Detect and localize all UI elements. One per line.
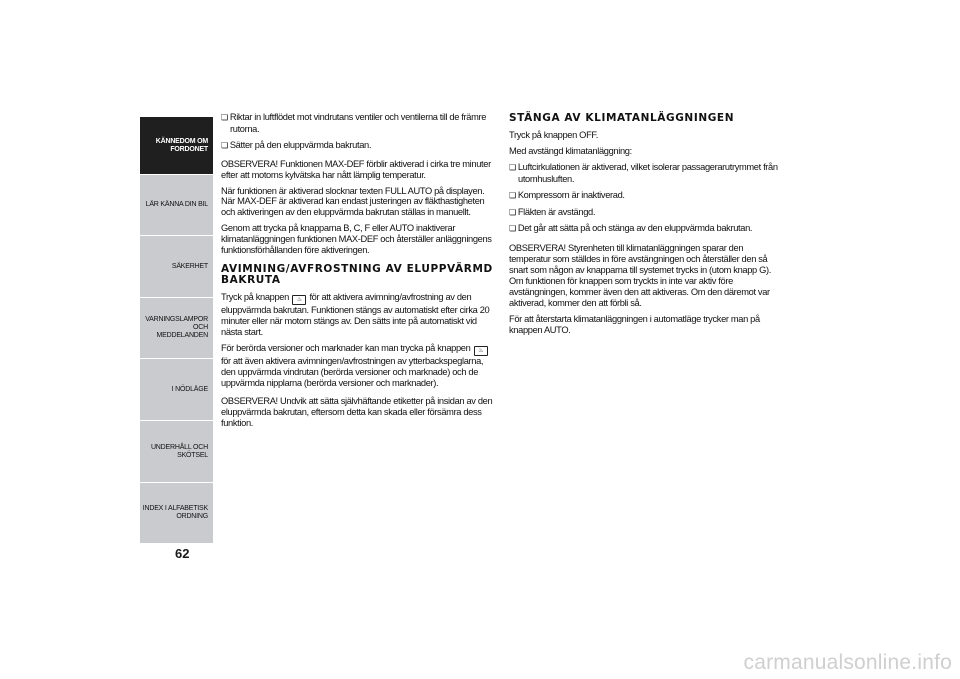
paragraph-text: för att även aktivera avimningen/avfrostningen av ytterbackspeglarna, den uppvärmda vindrutan (berörda versioner och marknade) och de uppvärmda nipplarna (berörda versioner och marknader).: [221, 355, 484, 388]
paragraph-max-def-display: När funktionen är aktiverad slocknar texten FULL AUTO på displayen. När MAX-DEF är aktiverad kan endast justeringen av fläkthastigheten och aktiveringen av den eluppvärmda bakrutan ställas in manuellt.: [221, 185, 485, 218]
right-column: [509, 112, 784, 341]
tab-underhall-och-skotsel[interactable]: UNDERHÅLL OCH SKÖTSEL: [140, 421, 213, 483]
paragraph-defrost-versions: [221, 343, 496, 389]
paragraph-restart-auto: För att återstarta klimatanläggningen i automatläge trycker man på knappen AUTO.: [509, 313, 760, 335]
list-item: ❏ Kompressorn är inaktiverad.: [509, 190, 784, 202]
list-item: ❏ Det går att sätta på och stänga av den eluppvärmda bakrutan.: [509, 223, 784, 235]
watermark-text: carmanualsonline.info: [743, 651, 952, 674]
note-control-memory: OBSERVERA! Styrenheten till klimatanläggningen sparar den temperatur som ställdes in före avstängningen och återställer den så snart som någon av knapparna till systemet trycks in (utom knapp G). Om funktionen för knappen som tryckts in inte var aktiv före avstängningen, kommer även den att aktiveras. Om den däremot var aktiverad, kommer den att förbli så.: [509, 243, 771, 308]
section-heading-turn-off: STÄNGA AV KLIMATANLÄGGNINGEN: [509, 112, 735, 124]
paragraph-defrost-button: [221, 292, 496, 338]
rear-defrost-icon: ♨: [474, 346, 488, 356]
list-item: ❏ Riktar in luftflödet mot vindrutans ventiler och ventilerna till de främre rutorna.: [221, 112, 496, 135]
section-heading-defrost: AVIMNING/AVFROSTNING AV ELUPPVÄRMD BAKRUTA: [221, 262, 493, 286]
tab-i-nodlage[interactable]: I NÖDLÄGE: [140, 359, 213, 421]
page-number: 62: [175, 546, 190, 561]
list-item: ❏ Sätter på den eluppvärmda bakrutan.: [221, 140, 496, 152]
note-max-def-duration: OBSERVERA! Funktionen MAX-DEF förblir aktiverad i cirka tre minuter efter att motorns kylvätska har nått lämplig temperatur.: [221, 158, 491, 180]
tab-kannedom-om-fordonet[interactable]: KÄNNEDOM OM FORDONET: [140, 117, 213, 175]
paragraph-press-off: Tryck på knappen OFF.: [509, 130, 598, 140]
tab-varningslampor[interactable]: VARNINGSLAMPOR OCH MEDDELANDEN: [140, 298, 213, 359]
paragraph-with-off: Med avstängd klimatanläggning:: [509, 145, 632, 156]
paragraph-text: För berörda versioner och marknader kan man trycka på knappen: [221, 342, 471, 353]
left-column: [221, 112, 496, 434]
paragraph-max-def-deactivate: Genom att trycka på knapparna B, C, F eller AUTO inaktiverar klimatanläggningen funktionen MAX-DEF och återställer anläggningens funktionsförhållanden före aktiveringen.: [221, 223, 492, 256]
list-item: ❏ Luftcirkulationen är aktiverad, vilket isolerar passagerarutrymmet från utomhusluften.: [509, 162, 784, 185]
list-item: ❏ Fläkten är avstängd.: [509, 207, 784, 219]
paragraph-text: Tryck på knappen: [221, 291, 289, 302]
tab-sakerhet[interactable]: SÄKERHET: [140, 236, 213, 298]
note-adhesive-labels: OBSERVERA! Undvik att sätta självhäftande etiketter på insidan av den eluppvärmda bakrutan, eftersom detta kan skada eller försämra dess funktion.: [221, 396, 493, 429]
paragraph-text: för att aktivera avimning/avfrostning av den eluppvärmda bakrutan. Funktionen stängs av automatiskt efter cirka 20 minuter eller när motorn stängs av. Den sätts inte på automatiskt vid nästa start.: [221, 291, 490, 337]
tab-index[interactable]: INDEX I ALFABETISK ORDNING: [140, 483, 213, 544]
tab-lar-kanna-din-bil[interactable]: LÄR KÄNNA DIN BIL: [140, 175, 213, 236]
rear-defrost-icon: ♨: [292, 295, 306, 305]
